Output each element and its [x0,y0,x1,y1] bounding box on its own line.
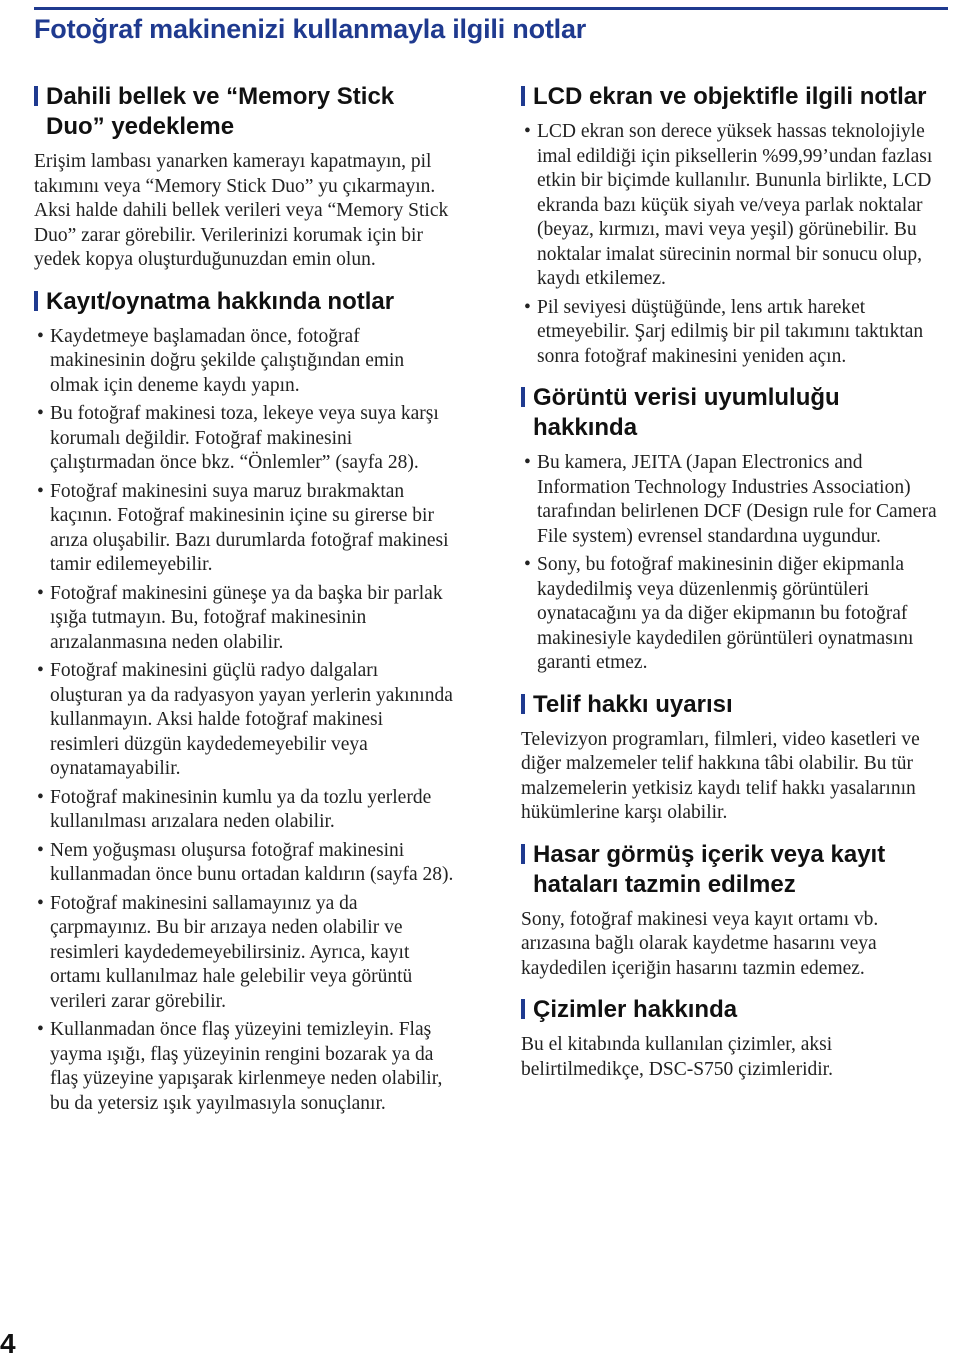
section-heading [34,82,454,142]
list-item [34,402,454,476]
list-item-text: Bu kamera, JEITA (Japan Electronics and Information Technology Industries Association) tarafından belirlenen DCF (Design rule for Camera File system) evrensel standardına uygundur. [537,452,937,547]
bullet-dot: • [37,839,44,861]
bullet-dot: • [37,892,44,914]
list-item-text: Kullanmadan önce flaş yüzeyini temizleyin. Flaş yayma ışığı, flaş yüzeyinin rengini bozarak ya da flaş yüzeyine yapışarak kirlenmeye neden olabilir, bu da yetersiz ışık yayılmasıyla sonuçlanır. [50,1019,443,1114]
bullet-list [34,325,454,1117]
list-item [34,325,454,399]
bullet-dot: • [524,121,531,142]
list-item-text: Kaydetmeye başlamadan önce, fotoğraf makinesinin doğru şekilde çalıştığından emin olmak için deneme kaydı yapın. [50,325,405,396]
section-heading [521,82,941,112]
list-item-text: LCD ekran son derece yüksek hassas teknolojiyle imal edildiği için piksellerin %99,99’undan fazlası etkin bir biçimde kullanılır. Bununla birlikte, LCD ekranda bazı küçük siyah ve/veya parlak noktalar (beyaz, kırmızı, mavi veya yeşil) görünebilir. Bu noktalar imalat sürecinin normal bir sonucu olup, kaydı etkilemez. [537,121,933,289]
header-rule [34,7,948,10]
section-heading-text: Kayıt/oynatma hakkında notlar [46,287,395,315]
bullet-dot: • [37,480,44,502]
section-heading-text: Çizimler hakkında [533,996,738,1023]
bullet-list [521,451,941,676]
bullet-list [521,120,941,369]
list-item-text: Fotoğraf makinesinin kumlu ya da tozlu yerlerde kullanılması arızalara neden olabilir. [50,786,432,832]
bullet-dot: • [37,786,44,808]
list-item-text: Pil seviyesi düştüğünde, lens artık hareket etmeyebilir. Şarj edilmiş bir pil takımını taktıktan sonra fotoğraf makinesini yeniden açın. [537,296,924,367]
section-heading-text: Hasar görmüş içerik veya kayıt hataları tazmin edilmez [533,840,886,898]
bullet-dot: • [37,660,44,681]
list-item [521,553,941,676]
section-heading-text: Telif hakkı uyarısı [533,690,733,718]
section-lcd-notes [521,82,941,369]
list-item [34,786,454,835]
heading-marker [521,999,525,1019]
bullet-dot: • [524,452,531,473]
section-paragraph: Bu el kitabında kullanılan çizimler, aksi belirtilmedikçe, DSC-S750 çizimleridir. [521,1034,833,1080]
list-item-text: Fotoğraf makinesini güneşe ya da başka bir parlak ışığa tutmayın. Bu, fotoğraf makinesinin arızalanmasına neden olabilir. [50,582,443,653]
list-item-text: Fotoğraf makinesini güçlü radyo dalgaları oluşturan ya da radyasyon yayan yerlerin yakınında kullanmayın. Aksi halde fotoğraf makinesi resimleri düzgün kaydedemeyebilir veya oynatamayabilir. [50,660,453,779]
bullet-dot: • [37,582,44,604]
heading-marker [521,86,525,106]
heading-marker [34,291,38,311]
section-heading-text: LCD ekran ve objektifle ilgili notlar [533,83,927,110]
left-column [34,82,454,1130]
heading-marker [34,86,38,106]
bullet-dot: • [524,296,531,318]
list-item [521,296,941,370]
list-item-text: Fotoğraf makinesini suya maruz bırakmaktan kaçının. Fotoğraf makinesinin içine su girerse bir arıza oluşabilir. Bazı durumlarda fotoğraf makinesi tamir edilemeyebilir. [50,480,449,575]
section-paragraph: Sony, fotoğraf makinesi veya kayıt ortamı vb. arızasına bağlı olarak kaydetme hasarını veya kaydedilen içeriğin hasarını tazmin edemez. [521,908,879,979]
section-copyright [521,690,941,826]
list-item [34,839,454,888]
heading-marker [521,387,525,407]
section-illustrations [521,995,941,1082]
section-paragraph: Televizyon programları, filmleri, video kasetleri ve diğer malzemeler telif hakkına tâbi olabilir. Bu tür malzemelerin yetkisiz kaydı telif hakkı yasalarının hükümlerine karşı olabilir. [521,728,920,823]
bullet-dot: • [524,554,531,575]
section-heading [521,383,941,443]
list-item [521,451,941,549]
section-heading-text: Dahili bellek ve “Memory Stick Duo” yedekleme [46,83,395,140]
section-heading [521,840,941,900]
list-item [34,1018,454,1116]
heading-marker [521,694,525,714]
list-item [34,659,454,782]
list-item-text: Nem yoğuşması oluşursa fotoğraf makinesini kullanmadan önce bunu ortadan kaldırın (sayfa 28). [50,839,454,885]
section-compatibility [521,383,941,676]
list-item [34,892,454,1015]
bullet-dot: • [37,325,44,347]
right-column [521,82,941,1096]
list-item [34,582,454,656]
page-number: 4 [0,1328,16,1359]
list-item-text: Sony, bu fotoğraf makinesinin diğer ekipmanla kaydedilmiş veya düzenlenmiş görüntüleri oynatacağını ya da diğer ekipmanın bu fotoğraf makinesiyle kaydedilen görüntüleri oynatmasını garanti etmez. [537,554,914,673]
section-recording-notes [34,287,454,1117]
list-item [34,480,454,578]
section-backup [34,82,454,273]
heading-marker [521,844,525,864]
list-item-text: Bu fotoğraf makinesi toza, lekeye veya suya karşı korumalı değildir. Fotoğraf makinesini çalıştırmadan önce bkz. “Önlemler” (sayfa 28). [50,403,439,473]
bullet-dot: • [37,403,44,424]
section-paragraph: Erişim lambası yanarken kamerayı kapatmayın, pil takımını veya “Memory Stick Duo” yu çıkarmayın. Aksi halde dahili bellek verileri veya “Memory Stick Duo” zarar görebilir. Verilerinizi korumak için bir yedek kopya oluşturduğunuzdan emin olun. [34,151,449,270]
list-item-text: Fotoğraf makinesini sallamayınız ya da çarpmayınız. Bu bir arızaya neden olabilir ve resimleri kaydedemeyebilirsiniz. Ayrıca, kayıt ortamı kullanılmaz hale gelebilir veya görüntü verileri zarar görebilir. [50,892,413,1012]
section-heading [521,995,941,1025]
section-heading [34,287,454,317]
section-no-compensation [521,840,941,982]
page-title: Fotoğraf makinenizi kullanmayla ilgili notlar [34,14,587,44]
section-heading-text: Görüntü verisi uyumluluğu hakkında [533,384,840,441]
bullet-dot: • [37,1019,44,1040]
list-item [521,120,941,292]
section-heading [521,690,941,720]
